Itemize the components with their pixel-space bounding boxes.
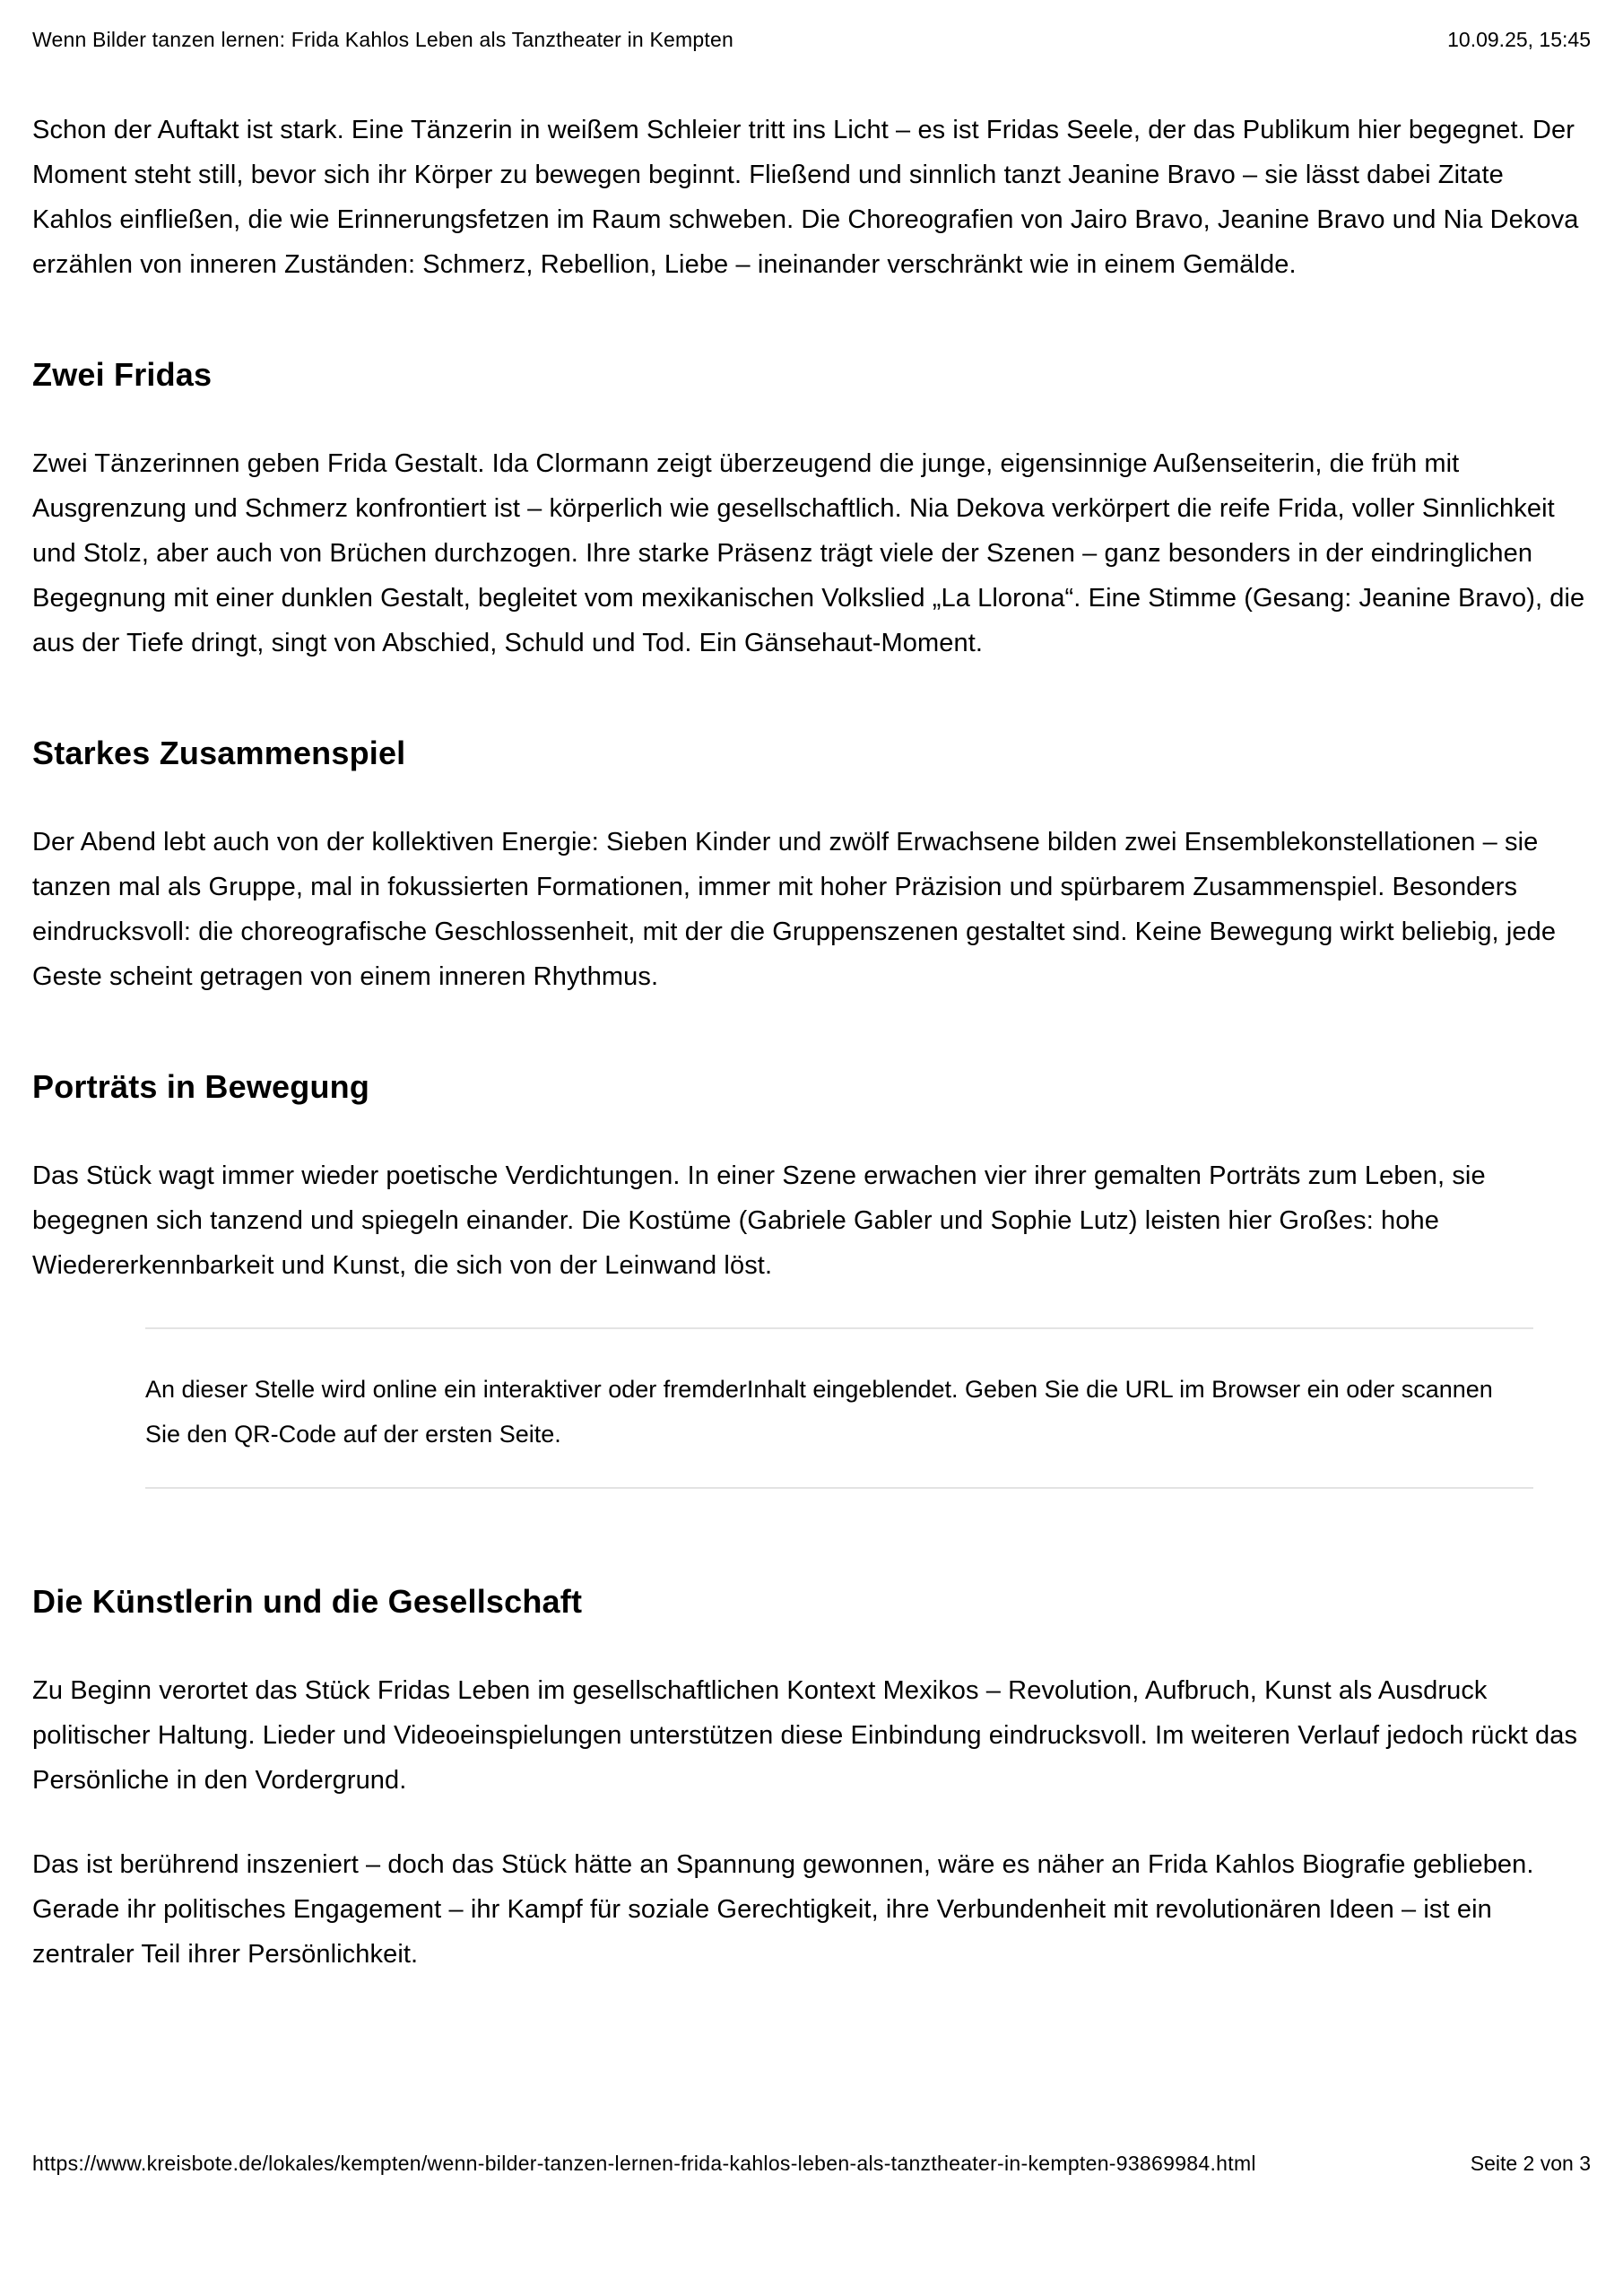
document-title: Wenn Bilder tanzen lernen: Frida Kahlos Leben als Tanztheater in Kempten — [32, 28, 733, 51]
source-url: https://www.kreisbote.de/lokales/kempten/wenn-bilder-tanzen-lernen-frida-kahlos-leben-als-tanztheater-in-kempten-93869984.html — [32, 2152, 1256, 2175]
section-heading: Porträts in Bewegung — [32, 1068, 370, 1105]
print-datetime: 10.09.25, 15:45 — [1447, 28, 1591, 51]
article-paragraph: Zu Beginn verortet das Stück Fridas Leben im gesellschaftlichen Kontext Mexikos – Revolution, Aufbruch, Kunst als Ausdruck politischer Haltung. Lieder und Videoeinspielungen unterstützen diese Einbindung eindrucksvoll. Im weiteren Verlauf jedoch rückt das Persönliche in den Vordergrund. — [32, 1676, 1578, 1795]
article-paragraph: Das ist berührend inszeniert – doch das Stück hätte an Spannung gewonnen, wäre es näher an Frida Kahlos Biografie geblieben. Gerade ihr politisches Engagement – ihr Kampf für soziale Gerechtigkeit, ihre Verbundenheit mit revolutionären Ideen – ist ein zentraler Teil ihrer Persönlichkeit. — [32, 1850, 1534, 1969]
print-header — [32, 27, 1591, 52]
article-paragraph: Das Stück wagt immer wieder poetische Verdichtungen. In einer Szene erwachen vier ihrer gemalten Porträts zum Leben, sie begegnen sich tanzend und spiegeln einander. Die Kostüme (Gabriele Gabler und Sophie Lutz) leisten hier Großes: hohe Wiedererkennbarkeit und Kunst, die sich von der Leinwand löst. — [32, 1161, 1486, 1280]
article-body — [32, 108, 1591, 2016]
print-footer — [32, 2151, 1591, 2176]
page-indicator: Seite 2 von 3 — [1470, 2152, 1591, 2175]
article-paragraph: Zwei Tänzerinnen geben Frida Gestalt. Ida Clormann zeigt überzeugend die junge, eigensinnige Außenseiterin, die früh mit Ausgrenzung und Schmerz konfrontiert ist – körperlich wie gesellschaftlich. Nia Dekova verkörpert die reife Frida, voller Sinnlichkeit und Stolz, aber auch von Brüchen durchzogen. Ihre starke Präsenz trägt viele der Szenen – ganz besonders in der eindringlichen Begegnung mit einer dunklen Gestalt, begleitet vom mexikanischen Volkslied „La Llorona“. Eine Stimme (Gesang: Jeanine Bravo), die aus der Tiefe dringt, singt von Abschied, Schuld und Tod. Ein Gänsehaut-Moment. — [32, 449, 1585, 657]
article-paragraph: Schon der Auftakt ist stark. Eine Tänzerin in weißem Schleier tritt ins Licht – es ist Fridas Seele, der das Publikum hier begegnet. Der Moment steht still, bevor sich ihr Körper zu bewegen beginnt. Fließend und sinnlich tanzt Jeanine Bravo – sie lässt dabei Zitate Kahlos einfließen, die wie Erinnerungsfetzen im Raum schweben. Die Choreografien von Jairo Bravo, Jeanine Bravo und Nia Dekova erzählen von inneren Zuständen: Schmerz, Rebellion, Liebe – ineinander verschränkt wie in einem Gemälde. — [32, 116, 1579, 279]
embedded-content-notice: An dieser Stelle wird online ein interaktiver oder fremderInhalt eingeblendet. Geben Sie die URL im Browser ein oder scannen Sie den QR-Code auf der ersten Seite. — [145, 1327, 1533, 1489]
article-paragraph: Der Abend lebt auch von der kollektiven Energie: Sieben Kinder und zwölf Erwachsene bilden zwei Ensemblekonstellationen – sie tanzen mal als Gruppe, mal in fokussierten Formationen, immer mit hoher Präzision und spürbarem Zusammenspiel. Besonders eindrucksvoll: die choreografische Geschlossenheit, mit der die Gruppenszenen gestaltet sind. Keine Bewegung wirkt beliebig, jede Geste scheint getragen von einem inneren Rhythmus. — [32, 828, 1557, 991]
section-heading: Die Künstlerin und die Gesellschaft — [32, 1583, 583, 1620]
section-heading: Starkes Zusammenspiel — [32, 735, 406, 771]
section-heading: Zwei Fridas — [32, 356, 213, 393]
